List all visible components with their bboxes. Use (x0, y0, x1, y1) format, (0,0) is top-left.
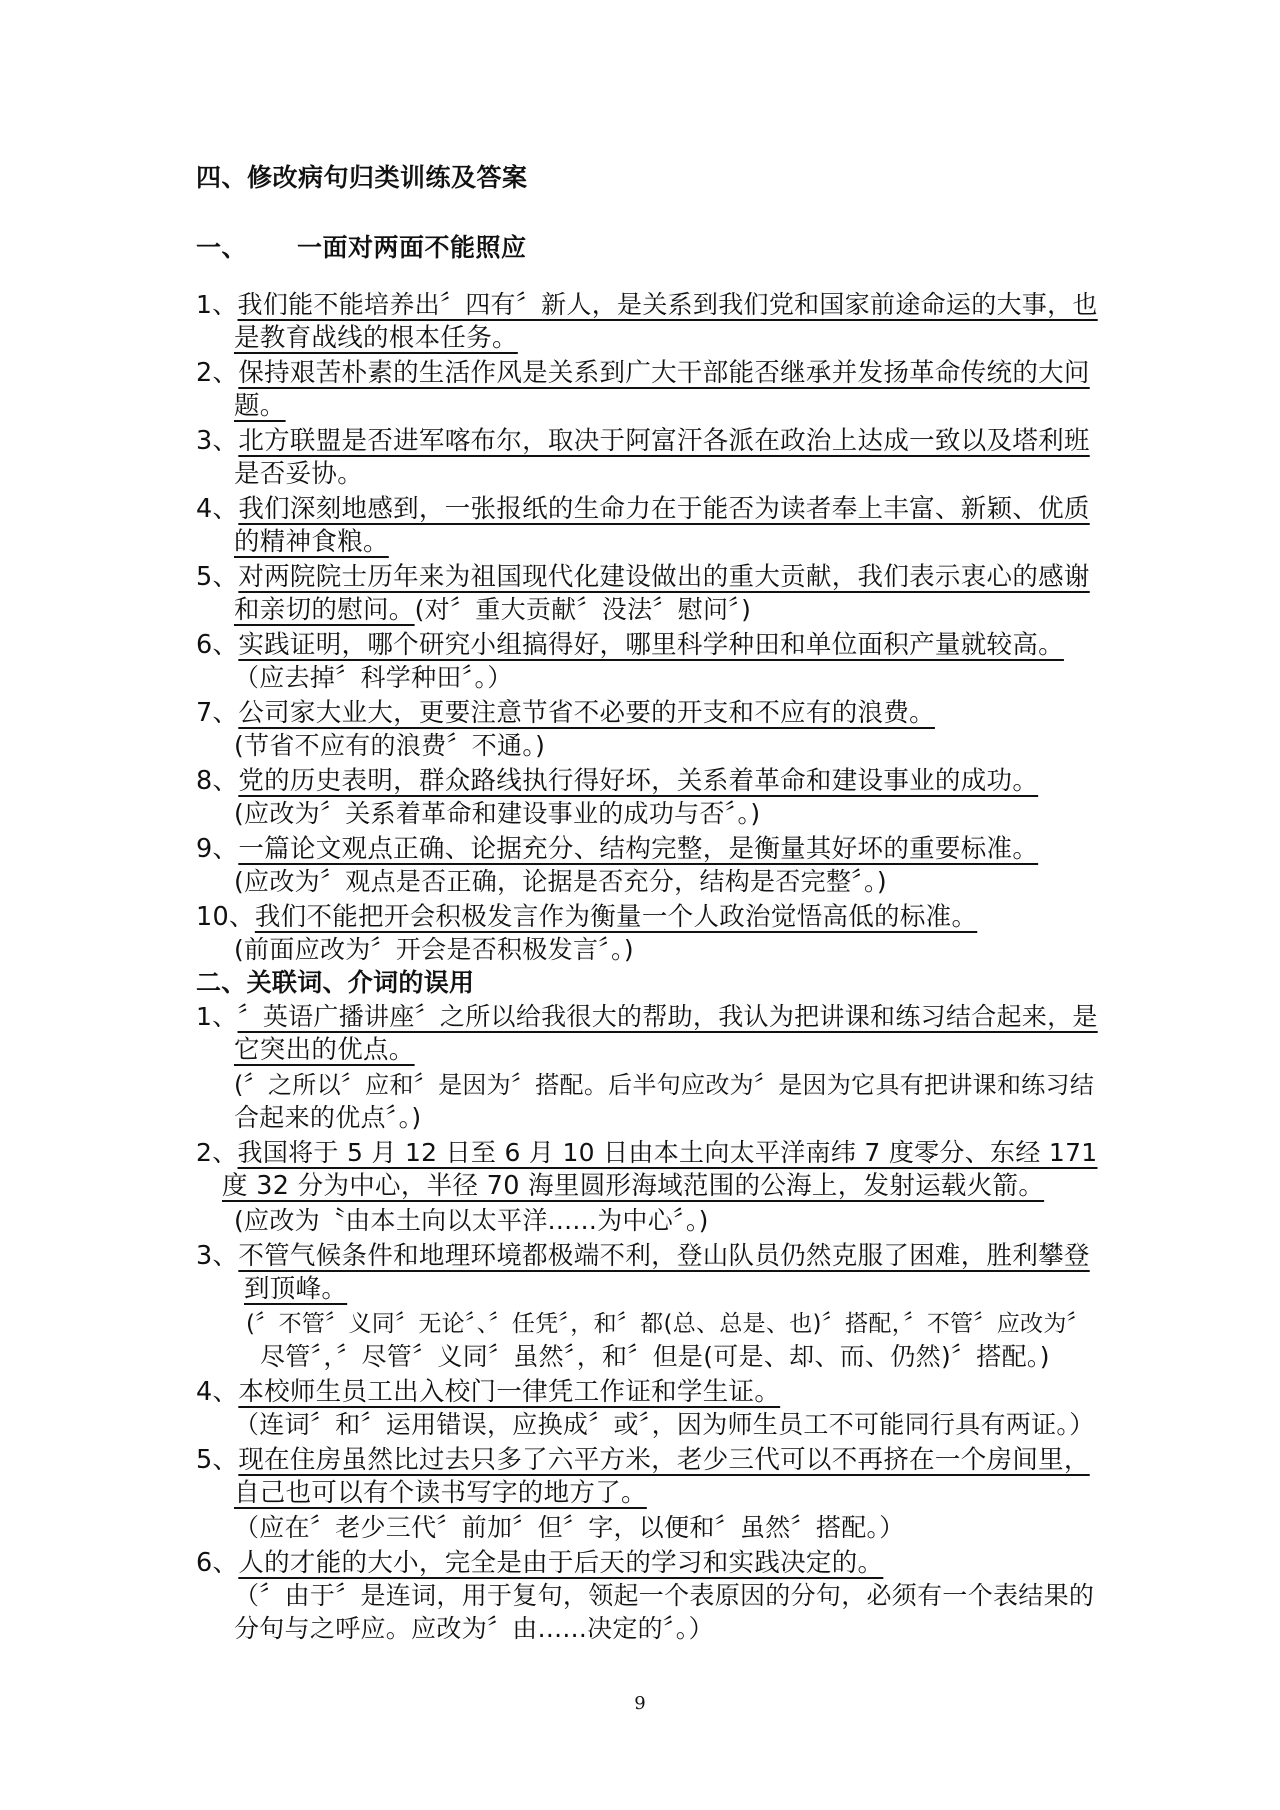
exercise-s2-2-line-2: 度 32 分为中心，半径 70 海里圆形海域范围的公海上，发射运载火箭。 (222, 1171, 1045, 1201)
exercise-9-answer: (应改为〞观点是否正确，论据是否充分，结构是否完整〞。) (234, 867, 887, 896)
exercise-4-line-2: 的精神食粮。 (234, 527, 389, 557)
exercise-s2-2-answer: (应改为〝由本土向以太平洋......为中心〞。) (234, 1206, 709, 1235)
exercise-s2-5-line-1: 5、现在住房虽然比过去只多了六平方米，老少三代可以不再挤在一个房间里， (196, 1445, 1090, 1475)
exercise-s2-3-answer-1: (〞不管〞义同〞无论〞、〞任凭〞，和〞都(总、总是、也)〞搭配，〞不管〞应改为〞 (246, 1311, 1090, 1337)
section-heading-1 (196, 228, 527, 264)
exercise-2-line-1: 2、保持艰苦朴素的生活作风是关系到广大干部能否继承并发扬革命传统的大问 (196, 358, 1090, 388)
section-heading-2: 二、关联词、介词的误用 (196, 968, 475, 997)
exercise-1-line-2: 是教育战线的根本任务。 (234, 323, 518, 353)
exercise-7-answer: (节省不应有的浪费〞不通。) (234, 731, 546, 760)
exercise-s2-4-line-1: 4、本校师生员工出入校门一律凭工作证和学生证。 (196, 1377, 781, 1407)
exercise-s2-5-answer: （应在〞老少三代〞前加〞但〞字，以便和〞虽然〞搭配。） (234, 1513, 905, 1542)
exercise-s2-6-line-1: 6、人的才能的大小，完全是由于后天的学习和实践决定的。 (196, 1548, 884, 1578)
exercise-s2-4-answer: （连词〞和〞运用错误，应换成〞或〞，因为师生员工不可能同行具有两证。） (234, 1410, 1095, 1439)
exercise-4-line-1: 4、我们深刻地感到，一张报纸的生命力在于能否为读者奉上丰富、新颖、优质 (196, 494, 1090, 524)
exercise-7-line-1: 7、公司家大业大，更要注意节省不必要的开支和不应有的浪费。 (196, 698, 935, 728)
exercise-s2-3-line-1: 3、不管气候条件和地理环境都极端不利，登山队员仍然克服了困难，胜利攀登 (196, 1241, 1090, 1271)
exercise-3-line-1: 3、北方联盟是否进军喀布尔，取决于阿富汗各派在政治上达成一致以及塔利班 (196, 426, 1090, 456)
exercise-8-answer: (应改为〞关系着革命和建设事业的成功与否〞。) (234, 799, 761, 828)
exercise-6-answer: （应去掉〞科学种田〞。） (234, 663, 513, 692)
exercise-s2-1-line-2: 它突出的优点。 (234, 1035, 415, 1065)
exercise-s2-2-line-1: 2、我国将于 5 月 12 日至 6 月 10 日由本土向太平洋南纬 7 度零分、东经 171 (196, 1138, 1098, 1167)
exercise-s2-6-answer-2: 分句与之呼应。应改为〞由......决定的〞。） (234, 1614, 714, 1643)
exercise-6-line-1: 6、实践证明，哪个研究小组搞得好，哪里科学种田和单位面积产量就较高。 (196, 630, 1064, 660)
exercise-5-line-2: 和亲切的慰问。(对〞重大贡献〞没法〞慰问〞) (234, 595, 752, 625)
exercise-5-line-1: 5、对两院院士历年来为祖国现代化建设做出的重大贡献，我们表示衷心的感谢 (196, 562, 1090, 592)
answer-note: (对〞重大贡献〞没法〞慰问〞) (414, 595, 752, 624)
exercise-3-line-2: 是否妥协。 (234, 459, 364, 489)
exercise-8-line-1: 8、党的历史表明，群众路线执行得好坏，关系着革命和建设事业的成功。 (196, 766, 1039, 796)
document-title: 四、修改病句归类训练及答案 (196, 163, 528, 192)
exercise-10-line-1: 10、我们不能把开会积极发言作为衡量一个人政治觉悟高低的标准。 (196, 902, 978, 932)
exercise-s2-6-answer-1: （〞由于〞是连词，用于复句，领起一个表原因的分句，必须有一个表结果的 (234, 1581, 1095, 1610)
exercise-sentence: 我们能不能培养出〞四有〞新人，是关系到我们党和国家前途命运的大事，也 (237, 290, 1098, 319)
exercise-2-line-2: 题。 (234, 391, 286, 421)
page-number: 9 (634, 1693, 646, 1714)
exercise-s2-1-line-1: 1、〞英语广播讲座〞之所以给我很大的帮助，我认为把讲课和练习结合起来，是 (196, 1002, 1098, 1031)
exercise-s2-5-line-2: 自己也可以有个读书写字的地方了。 (234, 1478, 647, 1508)
exercise-s2-1-answer-2: 合起来的优点〞。) (234, 1103, 422, 1132)
section-number: 一、 (196, 233, 248, 262)
exercise-10-answer: (前面应改为〞开会是否积极发言〞。) (234, 935, 634, 964)
exercise-9-line-1: 9、一篇论文观点正确、论据充分、结构完整，是衡量其好坏的重要标准。 (196, 834, 1039, 864)
exercise-s2-1-answer-1: (〞之所以〞应和〞是因为〞搭配。后半句应改为〞是因为它具有把讲课和练习结 (234, 1071, 1095, 1099)
exercise-s2-3-line-2: 到顶峰。 (244, 1274, 348, 1304)
section-title: 一面对两面不能照应 (297, 233, 527, 262)
exercise-s2-3-answer-2: 尽管〞，〞尽管〞义同〞虽然〞，和〞但是(可是、却、而、仍然)〞搭配。) (260, 1342, 1050, 1371)
exercise-1-line-1: 1、我们能不能培养出〞四有〞新人，是关系到我们党和国家前途命运的大事，也 (196, 290, 1098, 319)
